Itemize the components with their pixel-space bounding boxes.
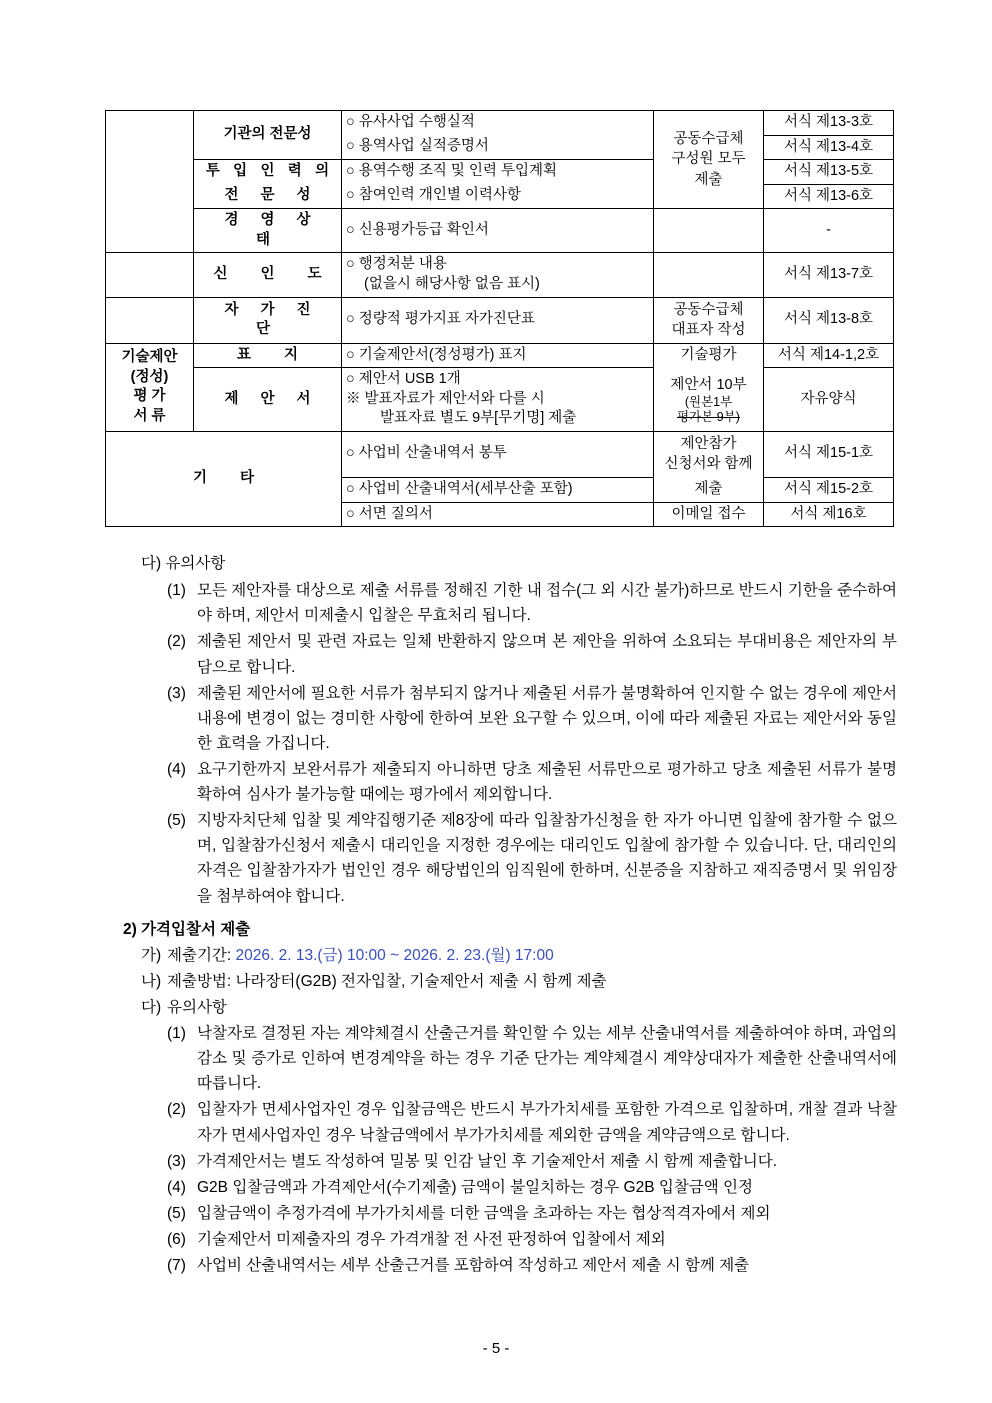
detail-line: ※ 발표자료가 제안서와 다를 시 — [346, 390, 545, 407]
table-row — [106, 184, 894, 209]
row-category — [106, 297, 194, 343]
list-item — [167, 681, 897, 756]
row-note — [654, 209, 764, 253]
row-detail — [342, 368, 654, 432]
tech-notice-heading: 다) 유의사항 — [141, 555, 226, 573]
row-item: 전 문 성 — [194, 184, 342, 209]
row-form: - — [764, 209, 894, 253]
row-form: 서식 제15-1호 — [764, 431, 894, 477]
note-evaluation-copy: 평가본 9부) — [677, 409, 740, 424]
table-row — [106, 253, 894, 297]
table-row — [106, 297, 894, 343]
list-item-number: (4) — [167, 1178, 186, 1196]
row-form: 자유양식 — [764, 368, 894, 432]
row-detail: ○ 정량적 평가지표 자가진단표 — [342, 297, 654, 343]
price-notice-heading — [141, 995, 897, 1020]
row-item: 자 가 진 단 — [194, 297, 342, 343]
sub-item-mark: 가) — [141, 946, 162, 964]
row-detail: ○ 신용평가등급 확인서 — [342, 209, 654, 253]
row-detail: ○ 사업비 산출내역서(세부산출 포함) — [342, 477, 654, 502]
table-row — [106, 343, 894, 368]
detail-line: ○ 제안서 USB 1개 — [346, 371, 461, 388]
list-item-text: G2B 입찰금액과 가격제안서(수기제출) 금액이 불일치하는 경우 G2B 입찰금액 인정 — [197, 1178, 753, 1196]
sub-item-label: 유의사항 — [167, 998, 227, 1016]
list-item — [167, 1227, 897, 1252]
row-detail: ○ 서면 질의서 — [342, 502, 654, 527]
row-detail: ○ 사업비 산출내역서 봉투 — [342, 431, 654, 477]
list-item-number: (3) — [167, 1152, 186, 1170]
sub-item-value: 나라장터(G2B) 전자입찰, 기술제안서 제출 시 함께 제출 — [235, 972, 607, 990]
sub-item-label: 제출방법: — [167, 972, 232, 990]
detail-line: (없을시 해당사항 없음 표시) — [364, 275, 540, 292]
row-item: 제 안 서 — [194, 368, 342, 432]
row-form: 서식 제13-4호 — [764, 135, 894, 160]
list-item — [167, 1201, 897, 1226]
price-section-heading: 2) 가격입찰서 제출 — [123, 920, 251, 938]
list-item — [167, 1149, 897, 1174]
list-item-text: 입찰자가 면세사업자인 경우 입찰금액은 반드시 부가가치세를 포함한 가격으로 입찰하며, 개찰 결과 낙찰자가 면세사업자인 경우 낙찰금액에서 부가가치세를 제외한 금액을 계약금액으로 합니다. — [197, 1101, 897, 1144]
row-detail: ○ 용역수행 조직 및 인력 투입계획 — [342, 160, 654, 185]
row-item: 경 영 상 태 — [194, 209, 342, 253]
page-number: - 5 - — [482, 1340, 510, 1357]
note-original-copy: (원본1부 — [684, 395, 733, 410]
row-category: 기 타 — [106, 431, 342, 526]
row-item: 투 입 인 력 의 — [194, 160, 342, 185]
row-form: 서식 제14-1,2호 — [764, 343, 894, 368]
row-note — [654, 111, 764, 209]
list-item-number: (2) — [167, 633, 186, 651]
table-row — [106, 160, 894, 185]
list-item — [167, 757, 897, 807]
row-note: 제안서 10부 (원본1부 평가본 9부) — [654, 368, 764, 432]
row-item: 표 지 — [194, 343, 342, 368]
sub-item-label: 제출기간: — [167, 946, 232, 964]
list-item-number: (5) — [167, 1204, 186, 1222]
row-note: 이메일 접수 — [654, 502, 764, 527]
row-category — [106, 253, 194, 297]
list-item-number: (5) — [167, 812, 186, 830]
row-category: 기술제안 (정성) 평 가 서 류 — [106, 343, 194, 431]
row-form: 서식 제13-5호 — [764, 160, 894, 185]
row-detail: ○ 용역사업 실적증명서 — [342, 135, 654, 160]
row-form: 서식 제16호 — [764, 502, 894, 527]
row-item: 기관의 전문성 — [194, 111, 342, 160]
list-item — [167, 578, 897, 628]
sub-item-mark: 나) — [141, 972, 162, 990]
list-item-number: (7) — [167, 1257, 186, 1275]
list-item-text: 사업비 산출내역서는 세부 산출근거를 포함하여 작성하고 제안서 제출 시 함께 제출 — [197, 1257, 750, 1275]
row-detail: ○ 기술제안서(정성평가) 표지 — [342, 343, 654, 368]
note-line-1: 공동수급체 구성원 모두 제출 — [671, 130, 746, 188]
table-row — [106, 209, 894, 253]
sub-item-value: 2026. 2. 13.(금) 10:00 ~ 2026. 2. 23.(월) 17:00 — [235, 946, 554, 964]
price-submission-method — [141, 969, 897, 994]
price-submission-period — [141, 943, 897, 968]
list-item-number: (1) — [167, 582, 186, 600]
list-item-text: 요구기한까지 보완서류가 제출되지 아니하면 당초 제출된 서류만으로 평가하고 당초 제출된 서류가 불명확하여 심사가 불가능할 때에는 평가에서 제외합니다. — [197, 761, 897, 804]
list-item-number: (1) — [167, 1025, 186, 1043]
row-note — [654, 253, 764, 297]
row-form: 서식 제15-2호 — [764, 477, 894, 502]
row-detail: ○ 유사사업 수행실적 — [342, 111, 654, 136]
list-item-text: 제출된 제안서 및 관련 자료는 일체 반환하지 않으며 본 제안을 위하여 소요되는 부대비용은 제안자의 부담으로 합니다. — [197, 633, 897, 676]
row-item: 신 인 도 — [194, 253, 342, 297]
list-item — [167, 1175, 897, 1200]
row-form: 서식 제13-3호 — [764, 111, 894, 136]
detail-line: ○ 행정처분 내용 — [346, 256, 447, 273]
list-item-text: 모든 제안자를 대상으로 제출 서류를 정해진 기한 내 접수(그 외 시간 불가)하므로 반드시 기한을 준수하여야 하며, 제안서 미제출시 입찰은 무효처리 됩니다. — [197, 582, 897, 625]
table-row — [106, 111, 894, 136]
list-item-number: (4) — [167, 761, 186, 778]
document-body — [105, 551, 897, 1278]
row-note: 제안참가 신청서와 함께 — [654, 431, 764, 477]
row-category — [106, 111, 194, 253]
list-item — [167, 1097, 897, 1147]
row-form: 서식 제13-6호 — [764, 184, 894, 209]
list-item-number: (3) — [167, 684, 186, 702]
list-item-text: 낙찰자로 결정된 자는 계약체결시 산출근거를 확인할 수 있는 세부 산출내역서를 제출하여야 하며, 과업의 감소 및 증가로 인하여 변경계약을 하는 경우 기준 단가는 계약체결시 계약상대자가 제출한 산출내역서에 따릅니다. — [197, 1025, 897, 1093]
list-item-text: 가격제안서는 별도 작성하여 밀봉 및 인감 날인 후 기술제안서 제출 시 함께 제출합니다. — [197, 1152, 778, 1170]
row-detail — [342, 253, 654, 297]
row-detail: ○ 참여인력 개인별 이력사항 — [342, 184, 654, 209]
row-note: 기술평가 — [654, 343, 764, 368]
row-note: 공동수급체 대표자 작성 — [654, 297, 764, 343]
list-item — [167, 629, 897, 679]
list-item-text: 기술제안서 미제출자의 경우 가격개찰 전 사전 판정하여 입찰에서 제외 — [197, 1230, 666, 1248]
table-row — [106, 368, 894, 432]
list-item-number: (2) — [167, 1101, 186, 1119]
list-item — [167, 1253, 897, 1278]
table-row — [106, 431, 894, 477]
detail-line: 발표자료 별도 9부[무기명] 제출 — [380, 410, 577, 427]
list-item-number: (6) — [167, 1230, 186, 1248]
list-item — [167, 1021, 897, 1096]
list-item-text: 지방자치단체 입찰 및 계약집행기준 제8장에 따라 입찰참가신청을 한 자가 아니면 입찰에 참가할 수 없으며, 입찰참가신청서 제출시 대리인을 지정한 경우에는 대리인도 입찰에 참가할 수 있습니다. 단, 대리인의 자격은 입찰참가자가 법인인 경우 해당법인의 임직원에 한하며, 신분증을 지참하고 재직증명서 및 위임장을 첨부하여야 합니다. — [197, 812, 897, 905]
list-item-text: 입찰금액이 추정가격에 부가가치세를 더한 금액을 초과하는 자는 협상적격자에서 제외 — [197, 1204, 771, 1222]
list-item-text: 제출된 제안서에 필요한 서류가 첨부되지 않거나 제출된 서류가 불명확하여 인지할 수 없는 경우에 제안서 내용에 변경이 없는 경미한 사항에 한하여 보완 요구할 수 있으며, 이에 따라 제출된 자료는 제안서와 동일한 효력을 가집니다. — [197, 684, 897, 752]
sub-item-mark: 다) — [141, 998, 162, 1016]
row-form: 서식 제13-8호 — [764, 297, 894, 343]
list-item — [167, 808, 897, 908]
row-form: 서식 제13-7호 — [764, 253, 894, 297]
submission-documents-table — [105, 110, 894, 527]
row-note: 제출 — [654, 477, 764, 502]
